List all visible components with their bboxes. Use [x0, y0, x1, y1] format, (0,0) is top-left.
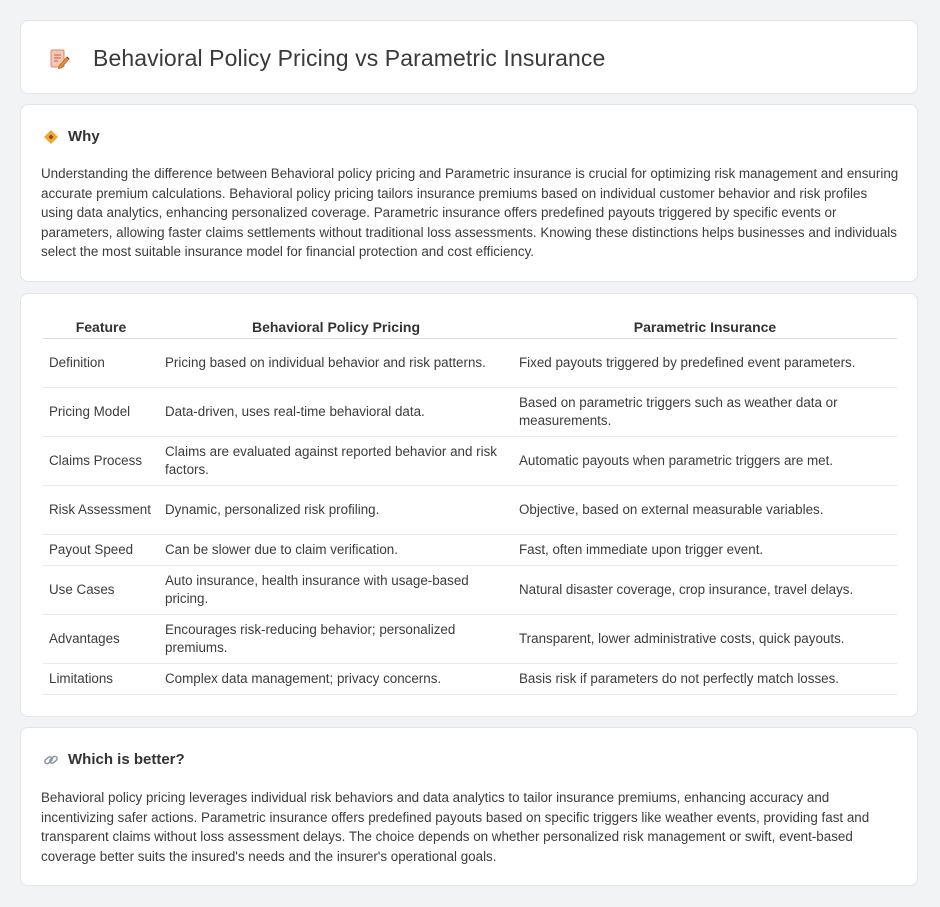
- feature-cell: Advantages: [43, 615, 159, 664]
- feature-cell: Risk Assessment: [43, 486, 159, 535]
- feature-cell: Pricing Model: [43, 388, 159, 437]
- why-body: Understanding the difference between Behavioral policy pricing and Parametric insurance is crucial for optimizing risk management and ensuring accurate premium calculations. Behavioral policy pricing tailors insurance premiums based on individual customer behavior and risk profiles using data analytics, enhancing personalized coverage. Parametric insurance offers predefined payouts triggered by specific events or parameters, allowing faster claims settlements without traditional loss assessments. Knowing these distinctions helps businesses and individuals select the most suitable insurance model for financial protection and cost efficiency.: [41, 166, 899, 260]
- table-row: [43, 388, 897, 437]
- feature-cell: Claims Process: [43, 437, 159, 486]
- parametric-cell: Basis risk if parameters do not perfectly match losses.: [513, 664, 897, 695]
- parametric-cell: Transparent, lower administrative costs, quick payouts.: [513, 615, 897, 664]
- header-feature: Feature: [43, 316, 159, 339]
- comparison-section: [20, 293, 918, 717]
- feature-cell: Payout Speed: [43, 535, 159, 566]
- parametric-cell: Fast, often immediate upon trigger event.: [513, 535, 897, 566]
- feature-cell: Definition: [43, 339, 159, 388]
- comparison-table: [43, 316, 897, 695]
- table-row: [43, 566, 897, 615]
- header-behavioral: Behavioral Policy Pricing: [159, 316, 513, 339]
- table-header-row: [43, 316, 897, 339]
- page-title: Behavioral Policy Pricing vs Parametric Insurance: [93, 45, 606, 71]
- better-heading: Which is better?: [68, 751, 185, 768]
- title-card: [20, 20, 918, 94]
- table-row: [43, 664, 897, 695]
- parametric-cell: Based on parametric triggers such as weather data or measurements.: [513, 388, 897, 437]
- header-parametric: Parametric Insurance: [513, 316, 897, 339]
- why-heading: Why: [68, 128, 100, 145]
- parametric-cell: Natural disaster coverage, crop insurance, travel delays.: [513, 566, 897, 615]
- table-row: [43, 339, 897, 388]
- behavioral-cell: Claims are evaluated against reported behavior and risk factors.: [159, 437, 513, 486]
- table-row: [43, 615, 897, 664]
- behavioral-cell: Auto insurance, health insurance with usage-based pricing.: [159, 566, 513, 615]
- table-row: [43, 486, 897, 535]
- feature-cell: Use Cases: [43, 566, 159, 615]
- behavioral-cell: Dynamic, personalized risk profiling.: [159, 486, 513, 535]
- better-body: Behavioral policy pricing leverages individual risk behaviors and data analytics to tailor insurance premiums, enhancing accuracy and incentivizing safer actions. Parametric insurance offers predefined payouts based on specific triggers like weather events, providing fast and transparent claims without loss assessment delays. The choice depends on whether personalized risk management or swift, event-based coverage better suits the insured's needs and the insurer's operational goals.: [41, 790, 870, 864]
- table-row: [43, 535, 897, 566]
- behavioral-cell: Complex data management; privacy concerns.: [159, 664, 513, 695]
- diamond-icon: [43, 129, 59, 145]
- edit-document-icon: [47, 47, 71, 71]
- parametric-cell: Fixed payouts triggered by predefined event parameters.: [513, 339, 897, 388]
- parametric-cell: Objective, based on external measurable variables.: [513, 486, 897, 535]
- behavioral-cell: Pricing based on individual behavior and risk patterns.: [159, 339, 513, 388]
- parametric-cell: Automatic payouts when parametric triggers are met.: [513, 437, 897, 486]
- table-row: [43, 437, 897, 486]
- feature-cell: Limitations: [43, 664, 159, 695]
- why-heading-row: [43, 128, 100, 145]
- better-heading-row: [43, 751, 185, 768]
- behavioral-cell: Encourages risk-reducing behavior; personalized premiums.: [159, 615, 513, 664]
- why-section: [20, 104, 918, 282]
- which-better-section: [20, 727, 918, 886]
- behavioral-cell: Data-driven, uses real-time behavioral data.: [159, 388, 513, 437]
- link-icon: [43, 752, 59, 768]
- title-row: [47, 45, 605, 72]
- behavioral-cell: Can be slower due to claim verification.: [159, 535, 513, 566]
